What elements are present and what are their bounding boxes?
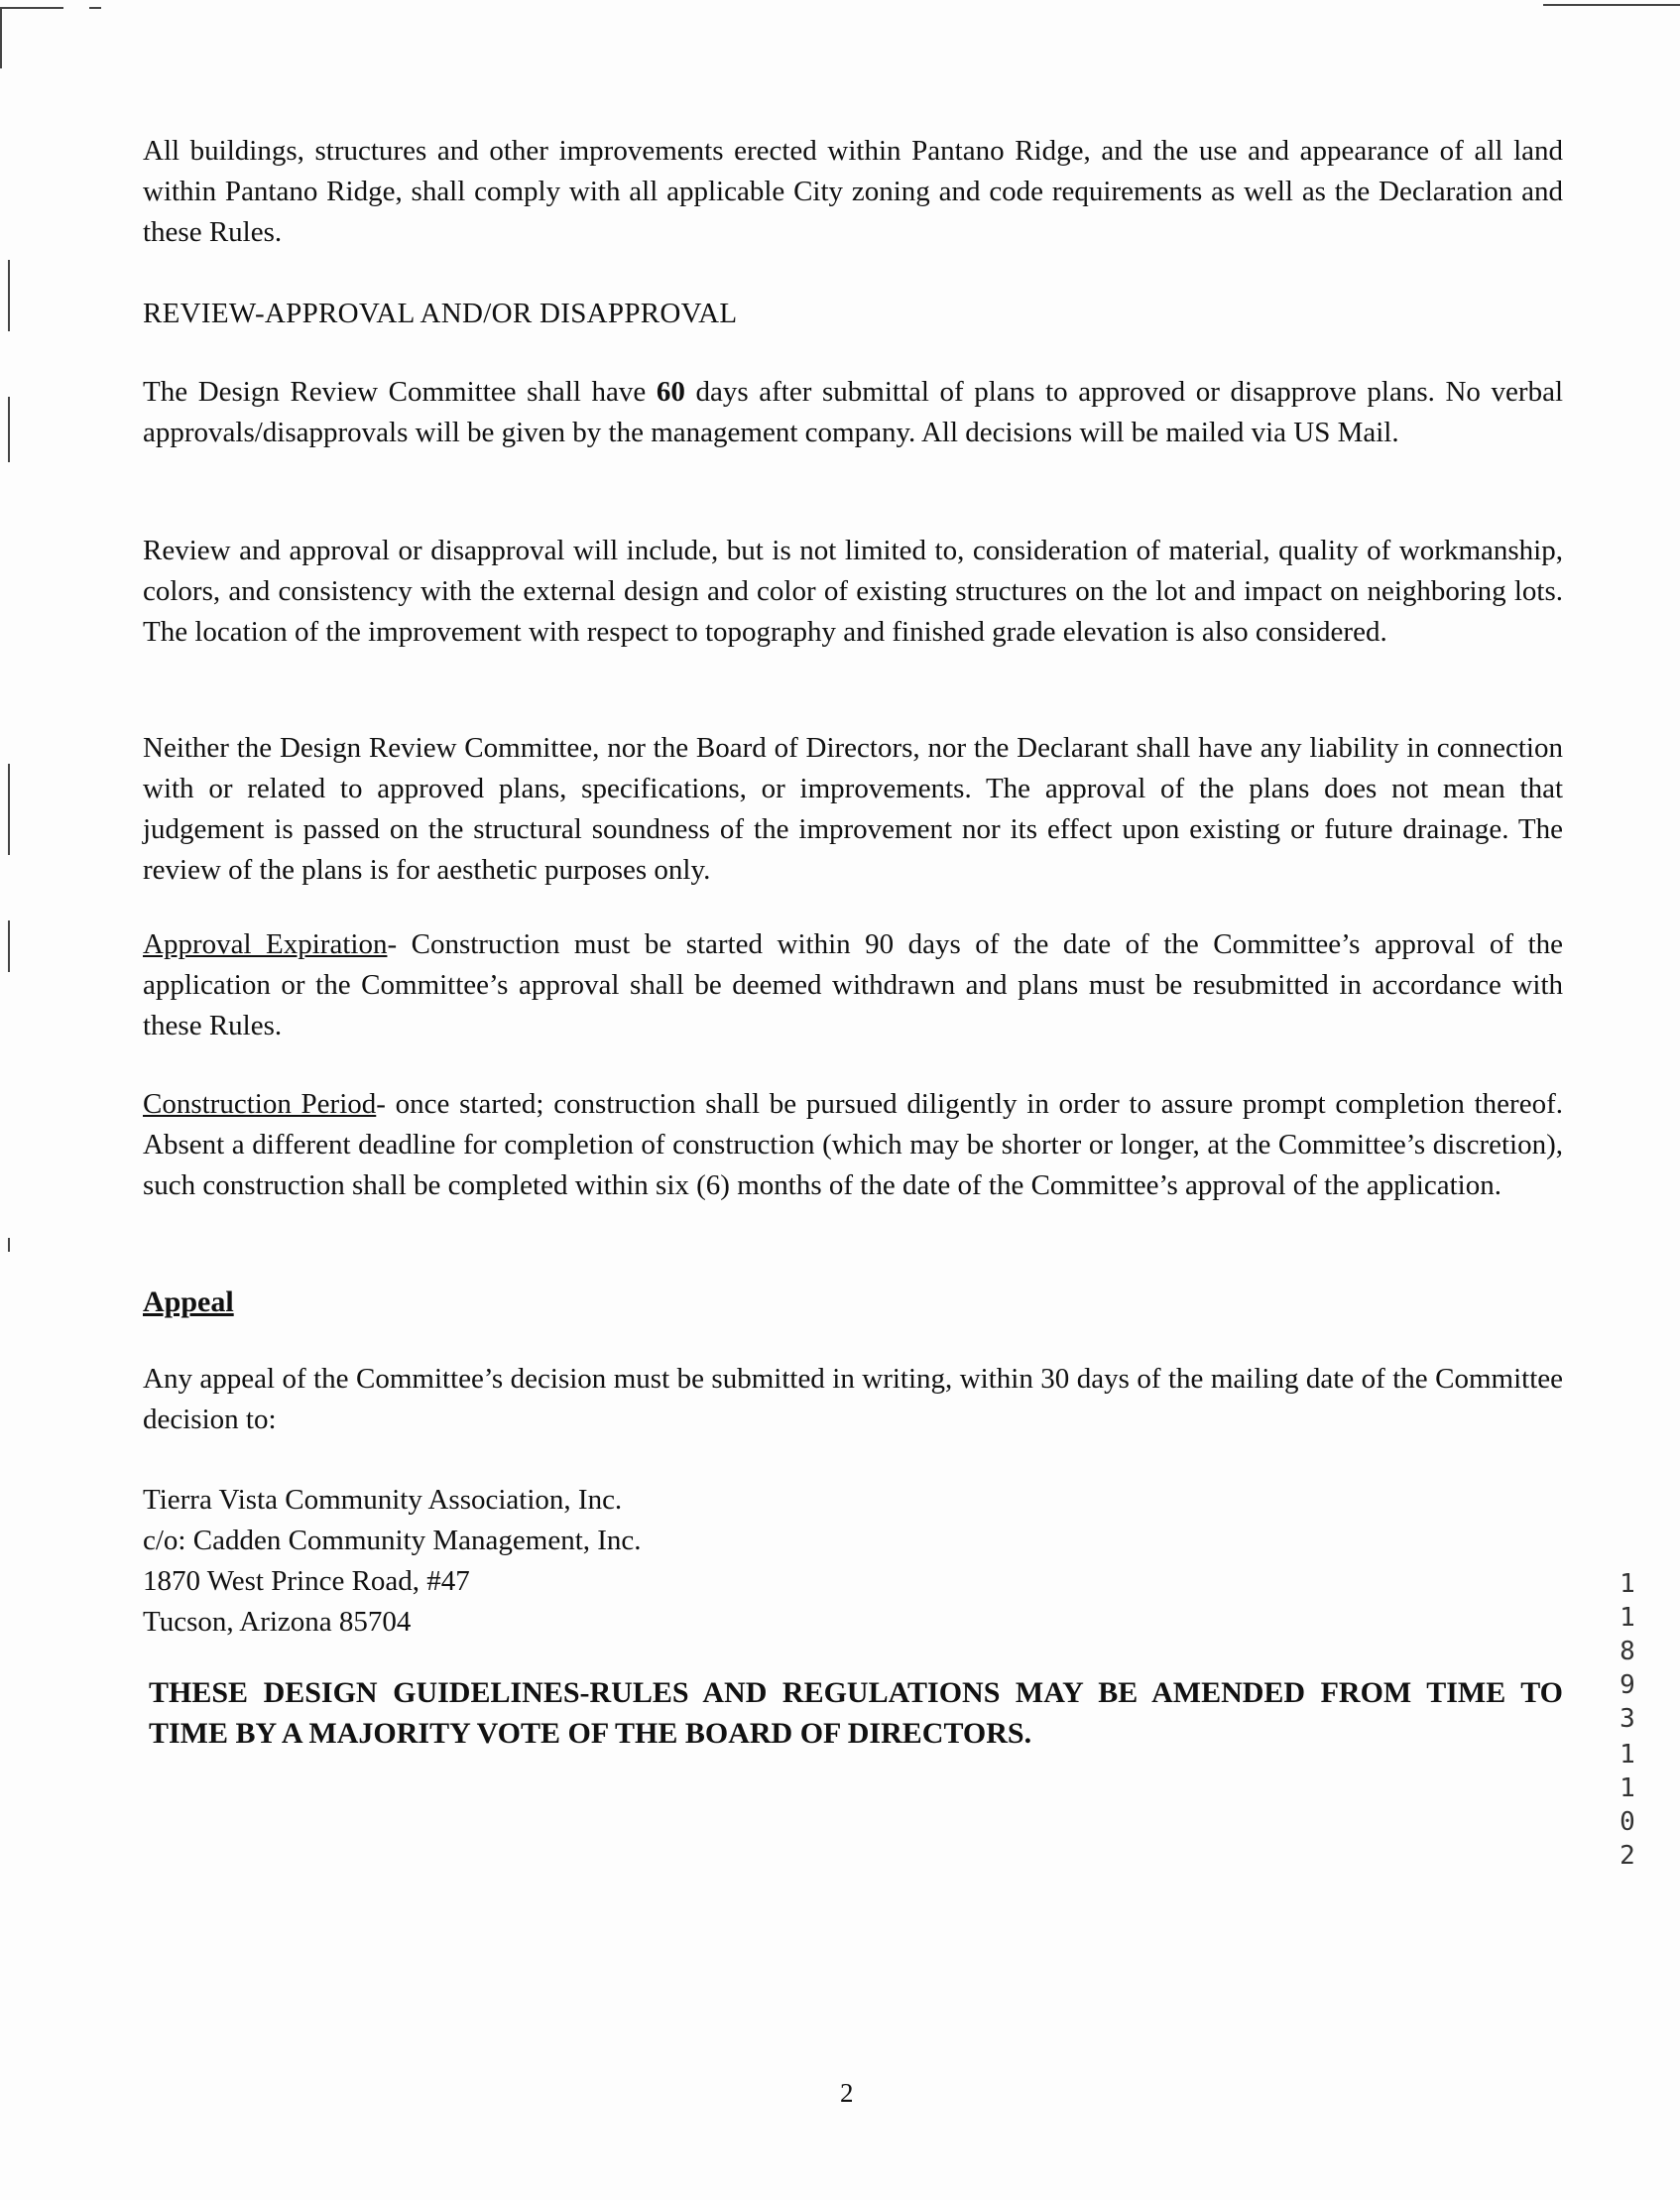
scan-mark-top-left-dash bbox=[89, 7, 101, 9]
paragraph-approval-expiration bbox=[143, 924, 1563, 1046]
stamp-digit: 9 bbox=[1620, 1670, 1635, 1700]
stamp-digit: 1 bbox=[1620, 1773, 1635, 1803]
stamp-digit: 3 bbox=[1620, 1704, 1635, 1734]
construction-period-label: Construction Period bbox=[143, 1088, 377, 1120]
paragraph-review-period bbox=[143, 372, 1563, 453]
recording-stamp-bottom bbox=[1611, 1738, 1644, 1873]
paragraph-review-scope: Review and approval or disapproval will include, but is not limited to, consideration of material, quality of workmanship, colors, and consistency with the external design and color of existing structures on the lot and impact on neighboring lots. The location of the improvement with respect to topography and finished grade elevation is also considered. bbox=[143, 535, 1563, 648]
approval-expiration-label: Approval Expiration bbox=[143, 928, 388, 960]
paragraph-construction-period bbox=[143, 1084, 1563, 1206]
stamp-digit: 8 bbox=[1620, 1637, 1635, 1666]
address-line: Tierra Vista Community Association, Inc. bbox=[143, 1484, 623, 1516]
review-period-text-before: The Design Review Committee shall have bbox=[143, 376, 657, 408]
review-period-text-after: days after submittal of plans to approved or disapprove plans. No verbal approvals/disapprovals will be given by the management company. All decisions will be mailed via US Mail. bbox=[143, 376, 1563, 448]
scan-mark-left-3 bbox=[8, 764, 10, 855]
stamp-digit: 1 bbox=[1620, 1569, 1635, 1599]
stamp-digit: 1 bbox=[1620, 1603, 1635, 1633]
construction-period-text: - once started; construction shall be pursued diligently in order to assure prompt completion thereof. Absent a different deadline for completion of construction (which may be shorter or longer, at the Committee’s discretion), such construction shall be completed within six (6) months of the date of the Committee’s approval of the application. bbox=[143, 1088, 1563, 1201]
address-line: c/o: Cadden Community Management, Inc. bbox=[143, 1525, 642, 1556]
mailing-address bbox=[143, 1480, 642, 1643]
recording-stamp-top bbox=[1611, 1567, 1644, 1736]
address-line: 1870 West Prince Road, #47 bbox=[143, 1565, 470, 1597]
scan-mark-top-right bbox=[1543, 4, 1680, 6]
scan-mark-left-4 bbox=[8, 920, 10, 972]
amendment-notice: THESE DESIGN GUIDELINES-RULES AND REGULATIONS MAY BE AMENDED FROM TIME TO TIME BY A MAJORITY VOTE OF THE BOARD OF DIRECTORS. bbox=[149, 1676, 1563, 1750]
page-number: 2 bbox=[840, 2078, 854, 2108]
paragraph-liability: Neither the Design Review Committee, nor the Board of Directors, nor the Declarant shall have any liability in connection with or related to approved plans, specifications, or improvements. The approval of the plans does not mean that judgement is passed on the structural soundness of the improvement nor its effect upon existing or future drainage. The review of the plans is for aesthetic purposes only. bbox=[143, 732, 1563, 886]
paragraph-compliance: All buildings, structures and other improvements erected within Pantano Ridge, and the use and appearance of all land within Pantano Ridge, shall comply with all applicable City zoning and code requirements as well as the Declaration and these Rules. bbox=[143, 135, 1563, 248]
scan-mark-left-1 bbox=[8, 260, 10, 331]
stamp-digit: 1 bbox=[1620, 1740, 1635, 1770]
scan-mark-top-left-h bbox=[0, 7, 63, 9]
address-line: Tucson, Arizona 85704 bbox=[143, 1606, 412, 1638]
scan-mark-top-left-v bbox=[0, 7, 2, 68]
review-period-days: 60 bbox=[656, 376, 685, 408]
scan-mark-left-5 bbox=[8, 1238, 10, 1252]
stamp-digit: 0 bbox=[1620, 1807, 1635, 1837]
scan-mark-left-2 bbox=[8, 397, 10, 462]
section-heading-review: REVIEW-APPROVAL AND/OR DISAPPROVAL bbox=[143, 298, 738, 329]
stamp-digit: 2 bbox=[1620, 1841, 1635, 1871]
paragraph-appeal: Any appeal of the Committee’s decision must be submitted in writing, within 30 days of the mailing date of the Committee decision to: bbox=[143, 1363, 1563, 1435]
approval-expiration-text: - Construction must be started within 90 days of the date of the Committee’s approval of the application or the Committee’s approval shall be deemed withdrawn and plans must be resubmitted in accordance with these Rules. bbox=[143, 928, 1563, 1041]
section-heading-appeal: Appeal bbox=[143, 1285, 234, 1318]
